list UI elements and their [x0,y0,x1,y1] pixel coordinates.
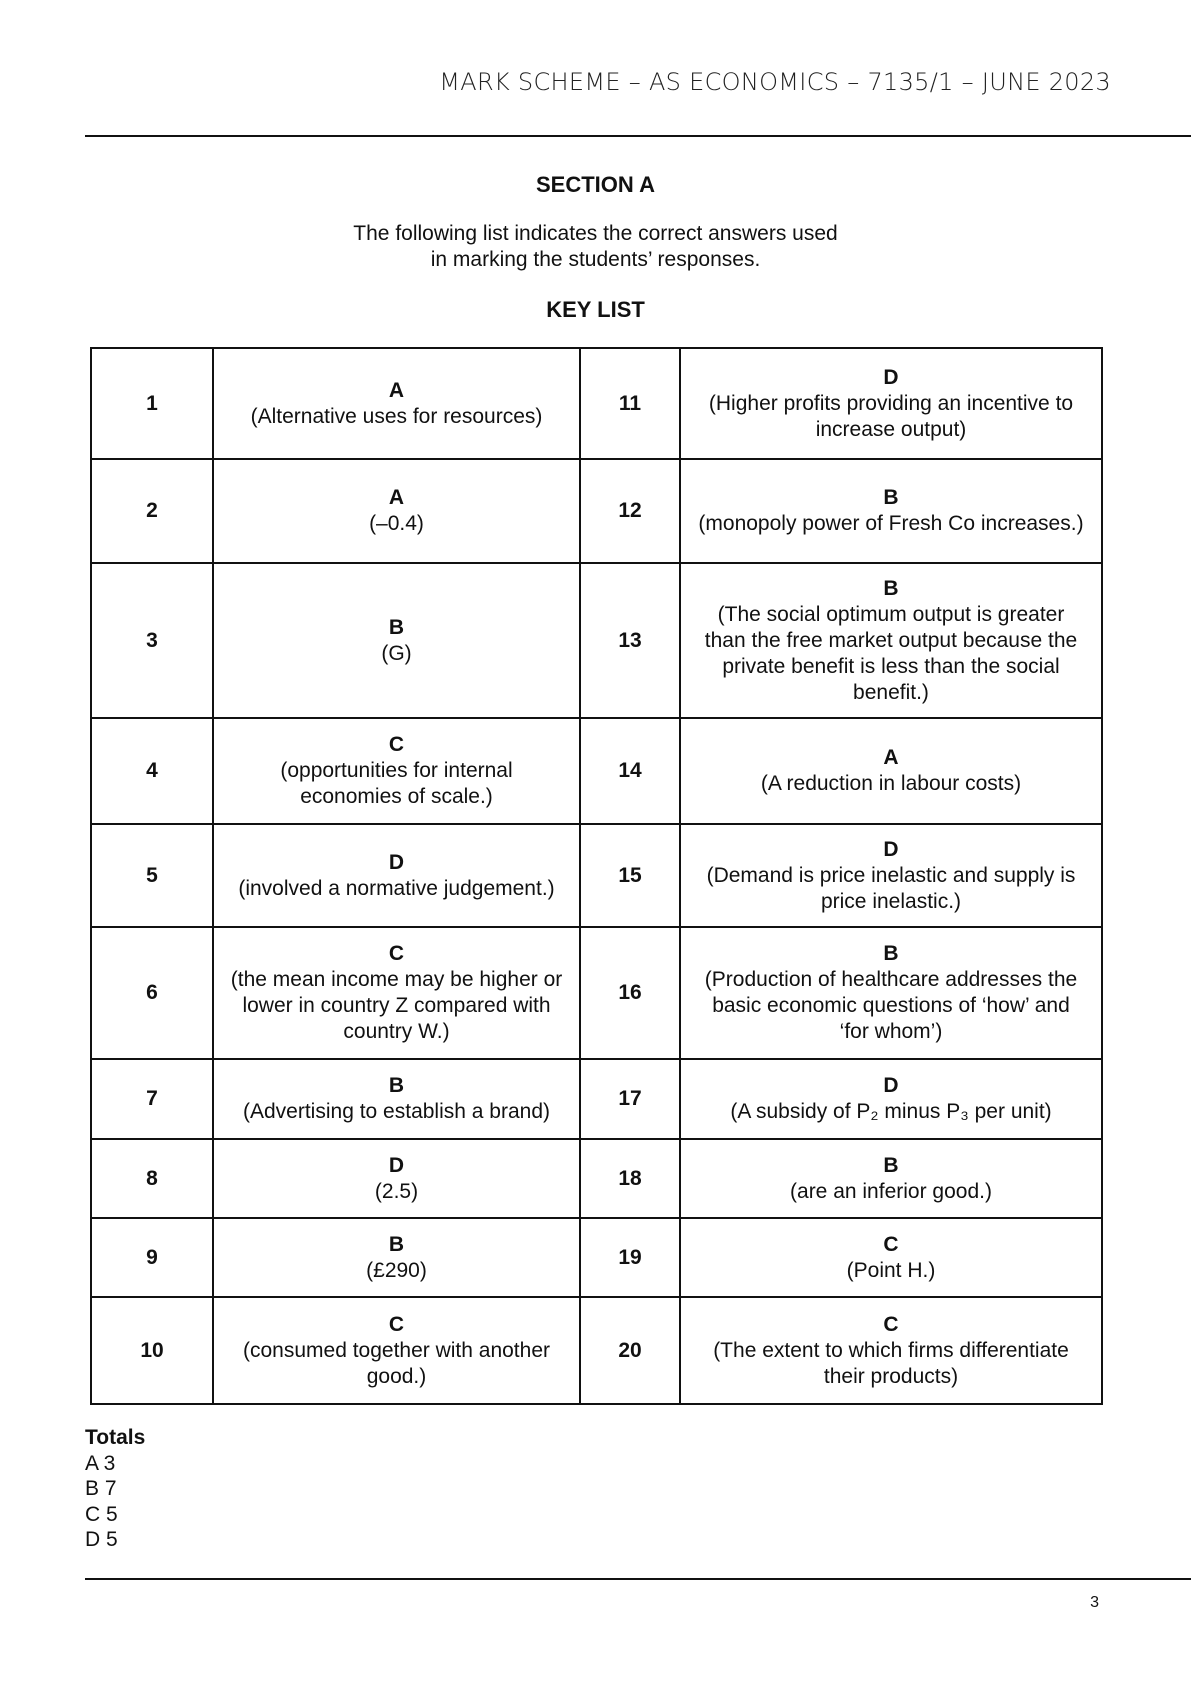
answer-letter: B [883,576,899,600]
answer-cell [213,1139,580,1218]
totals-item: C 5 [85,1502,118,1526]
answer-description: (involved a normative judgement.) [238,876,555,900]
table-row [91,824,1102,927]
key-list-title: KEY LIST [546,297,645,322]
answer-cell [680,824,1102,927]
answer-description: (consumed together with another good.) [242,1338,550,1388]
answer-description: (A subsidy of P₂ minus P₃ per unit) [730,1100,1052,1123]
answer-letter: D [883,1074,899,1097]
answer-description: (The social optimum output is greater than the free market output because the private benefit is less than the social benefit.) [704,602,1078,704]
answer-letter: A [883,746,899,769]
question-number: 5 [91,824,213,927]
answer-letter: D [388,1153,405,1177]
table-row [91,1059,1102,1139]
answer-description: (The extent to which firms differentiate their products) [713,1338,1069,1388]
answer-letter: B [388,1074,405,1097]
answer-letter: A [388,486,405,509]
key-list-table [90,347,1103,1405]
question-number: 6 [91,927,213,1059]
answer-cell [213,563,580,718]
answer-description: (Advertising to establish a brand) [243,1100,550,1123]
answer-description: (Demand is price inelastic and supply is price inelastic.) [706,863,1076,913]
answer-cell [213,718,580,824]
question-number: 15 [580,824,680,927]
question-number: 3 [91,563,213,718]
answer-description: (Production of healthcare addresses the basic economic questions of ‘how’ and ‘for whom’) [704,968,1078,1043]
question-number: 1 [91,348,213,459]
page-number: 3 [1090,1594,1099,1611]
answer-description: (A reduction in labour costs) [760,772,1022,795]
question-number: 19 [580,1218,680,1297]
table-row [91,1297,1102,1404]
answer-letter: B [883,942,899,965]
answer-letter: B [883,486,899,509]
answer-letter: C [883,1232,899,1256]
answer-letter: C [388,733,405,756]
answer-cell [680,927,1102,1059]
question-number: 16 [580,927,680,1059]
table-row [91,459,1102,563]
intro-text [0,221,1191,273]
question-number: 8 [91,1139,213,1218]
answer-description: (the mean income may be higher or lower in country Z compared with country W.) [230,968,563,1043]
question-number: 10 [91,1297,213,1404]
question-number: 17 [580,1059,680,1139]
answer-cell [680,563,1102,718]
answer-description: (–0.4) [369,512,424,535]
totals-item: A 3 [85,1451,116,1475]
answer-letter: B [883,1153,899,1177]
totals-item: B 7 [85,1477,117,1500]
answer-letter: D [388,850,405,874]
document-header-title: MARK SCHEME – AS ECONOMICS – 7135/1 – JUNE 2023 [439,68,1111,96]
footer-divider [85,1578,1191,1580]
table-row [91,1139,1102,1218]
question-number: 11 [580,348,680,459]
answer-description: (Point H.) [846,1258,936,1282]
table-row [91,927,1102,1059]
answer-cell [213,927,580,1059]
section-title: SECTION A [536,172,655,197]
question-number: 14 [580,718,680,824]
totals-item: D 5 [85,1528,118,1551]
answer-cell [213,824,580,927]
answer-description: (2.5) [374,1179,419,1203]
answer-cell [213,459,580,563]
answer-letter: B [388,1232,405,1256]
intro-line-2: in marking the students’ responses. [430,248,761,271]
table-row [91,348,1102,459]
question-number: 7 [91,1059,213,1139]
answer-cell [680,1139,1102,1218]
answer-cell [680,459,1102,563]
answer-letter: C [883,1312,899,1336]
answer-cell [680,1218,1102,1297]
question-number: 2 [91,459,213,563]
answer-letter: A [388,378,405,402]
answer-cell [213,1218,580,1297]
question-number: 9 [91,1218,213,1297]
answer-description: (are an inferior good.) [790,1179,992,1203]
answer-description: (£290) [366,1258,427,1282]
answer-cell [680,1297,1102,1404]
answer-letter: D [883,365,899,389]
table-row [91,718,1102,824]
answer-letter: C [388,1312,405,1336]
answer-cell [680,718,1102,824]
answer-description: (monopoly power of Fresh Co increases.) [698,512,1084,535]
answer-cell [680,348,1102,459]
answer-cell [213,1297,580,1404]
question-number: 18 [580,1139,680,1218]
table-row [91,1218,1102,1297]
question-number: 13 [580,563,680,718]
answer-description: (G) [381,641,412,665]
table-row [91,563,1102,718]
answer-description: (opportunities for internal economies of scale.) [280,759,513,808]
answer-cell [213,1059,580,1139]
intro-line-1: The following list indicates the correct answers used [353,222,838,245]
question-number: 20 [580,1297,680,1404]
answer-letter: D [883,837,899,861]
totals-block [85,1425,145,1553]
answer-letter: C [388,942,405,965]
answer-description: (Higher profits providing an incentive to increase output) [708,391,1074,441]
header-divider [85,135,1191,137]
question-number: 12 [580,459,680,563]
question-number: 4 [91,718,213,824]
answer-description: (Alternative uses for resources) [250,404,543,428]
answer-cell [680,1059,1102,1139]
totals-title: Totals [85,1426,146,1449]
answer-letter: B [388,615,405,639]
answer-cell [213,348,580,459]
